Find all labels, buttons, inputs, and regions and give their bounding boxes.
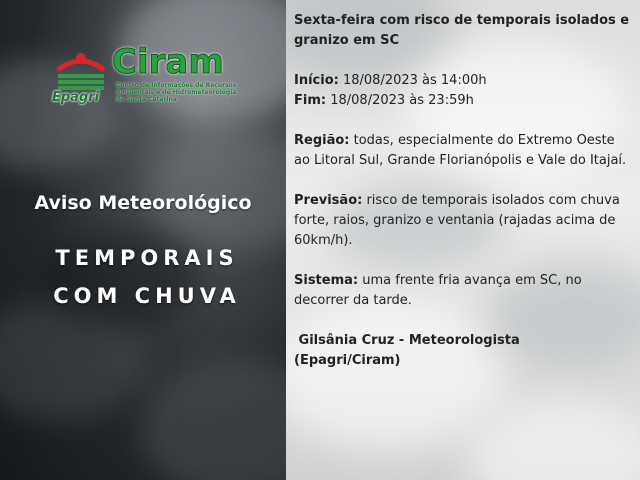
forecast-label: Previsão: [294, 193, 363, 208]
bulletin-text [294, 11, 630, 391]
start-label: Início: [294, 73, 339, 88]
bulletin-period [294, 71, 630, 111]
ciram-wordmark: Ciram [112, 42, 224, 82]
bulletin-headline: Sexta-feira com risco de temporais isolados e granizo em SC [294, 13, 630, 48]
alert-title-line2: COM CHUVA [53, 284, 241, 308]
end-value: 18/08/2023 às 23:59h [326, 93, 474, 108]
system-value: uma frente fria avança em SC, no decorrer da tarde. [294, 273, 582, 308]
region-value: todas, especialmente do Extremo Oeste ao Litoral Sul, Grande Florianópolis e Vale do Itajaí. [294, 133, 627, 168]
bulletin-forecast [294, 191, 630, 251]
epagri-label: Epagri [52, 90, 100, 105]
epagri-mark-icon [54, 50, 108, 92]
bulletin-system [294, 271, 630, 311]
ciram-subtitle: Centro de Informações de Recursos Ambientais e de Hidrometeorologia de Santa Catarina [116, 82, 237, 103]
region-label: Região: [294, 133, 350, 148]
alert-title-line1: TEMPORAIS [55, 246, 239, 270]
forecast-value: risco de temporais isolados com chuva forte, raios, granizo e ventania (rajadas acima de 60km/h). [294, 193, 620, 248]
bulletin-region [294, 131, 630, 171]
end-label: Fim: [294, 93, 327, 108]
system-label: Sistema: [294, 273, 359, 288]
ciram-logo [52, 42, 242, 112]
start-value: 18/08/2023 às 14:00h [338, 73, 487, 88]
storm-sky-panel [0, 0, 286, 480]
alert-heading: Aviso Meteorológico [34, 192, 252, 214]
bulletin-author: Gilsânia Cruz - Meteorologista (Epagri/Ciram) [294, 333, 525, 368]
